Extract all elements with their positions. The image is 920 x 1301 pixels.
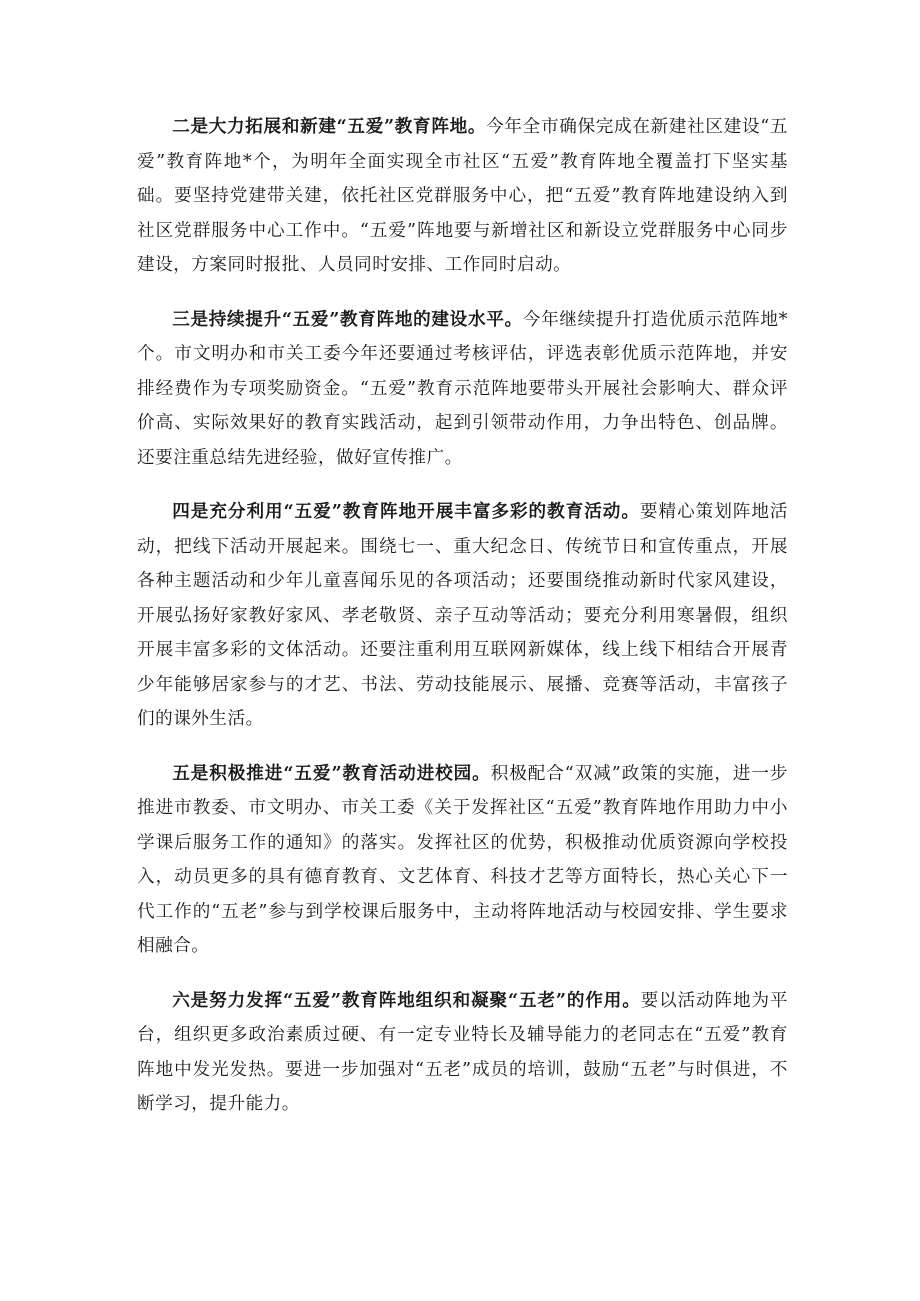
paragraph-into-campus — [137, 757, 788, 964]
paragraph-body: 今年全市确保完成在新建社区建设“五爱”教育阵地*个，为明年全面实现全市社区“五爱”教育阵地全覆盖打下坚实基础。要坚持党建带关建，依托社区党群服务中心，把“五爱”教育阵地建设纳入到社区党群服务中心工作中。“五爱”阵地要与新增社区和新设立党群服务中心同步建设，方案同时报批、人员同时安排、工作同时启动。 — [137, 117, 788, 275]
paragraph-expand-new-bases — [137, 110, 788, 283]
paragraph-lead: 二是大力拓展和新建“五爱”教育阵地。 — [172, 116, 487, 137]
paragraph-lead: 三是持续提升“五爱”教育阵地的建设水平。 — [172, 308, 523, 330]
paragraph-education-activities — [137, 495, 788, 737]
paragraph-body: 今年继续提升打造优质示范阵地*个。市文明办和市关工委今年还要通过考核评估，评选表彰优质示范阵地，并安排经费作为专项奖励资金。“五爱”教育示范阵地要带头开展社会影响大、群众评价高、实际效果好的教育实践活动，起到引领带动作用，力争出特色、创品牌。还要注重总结先进经验，做好宣传推广。 — [137, 309, 788, 468]
paragraph-body: 要以活动阵地为平台，组织更多政治素质过硬、有一定专业特长及辅导能力的老同志在“五爱”教育阵地中发光发热。要进一步加强对“五老”成员的培训，鼓励“五老”与时俱进，不断学习，提升能力。 — [137, 990, 788, 1114]
paragraph-body: 要精心策划阵地活动，把线下活动开展起来。围绕七一、重大纪念日、传统节日和宣传重点，开展各种主题活动和少年儿童喜闻乐见的各项活动；还要围绕推动新时代家风建设，开展弘扬好家教好家风、孝老敬贤、亲子互动等活动；要充分利用寒暑假，组织开展丰富多彩的文体活动。还要注重利用互联网新媒体，线上线下相结合开展青少年能够居家参与的才艺、书法、劳动技能展示、展播、竞赛等活动，丰富孩子们的课外生活。 — [137, 502, 788, 729]
paragraph-body: 积极配合“双减”政策的实施，进一步推进市教委、市文明办、市关工委《关于发挥社区“五爱”教育阵地作用助力中小学课后服务工作的通知》的落实。发挥社区的优势，积极推动优质资源向学校投入，动员更多的具有德育教育、文艺体育、科技才艺等方面特长，热心关心下一代工作的“五老”参与到学校课后服务中，主动将阵地活动与校园安排、学生要求相融合。 — [137, 763, 788, 956]
paragraph-lead: 四是充分利用“五爱”教育阵地开展丰富多彩的教育活动。 — [172, 501, 640, 522]
paragraph-five-elders-role — [137, 984, 788, 1122]
paragraph-lead: 五是积极推进“五爱”教育活动进校园。 — [172, 762, 491, 784]
paragraph-lead: 六是努力发挥“五爱”教育阵地组织和凝聚“五老”的作用。 — [172, 989, 641, 1011]
paragraph-improve-construction-level — [137, 303, 788, 476]
